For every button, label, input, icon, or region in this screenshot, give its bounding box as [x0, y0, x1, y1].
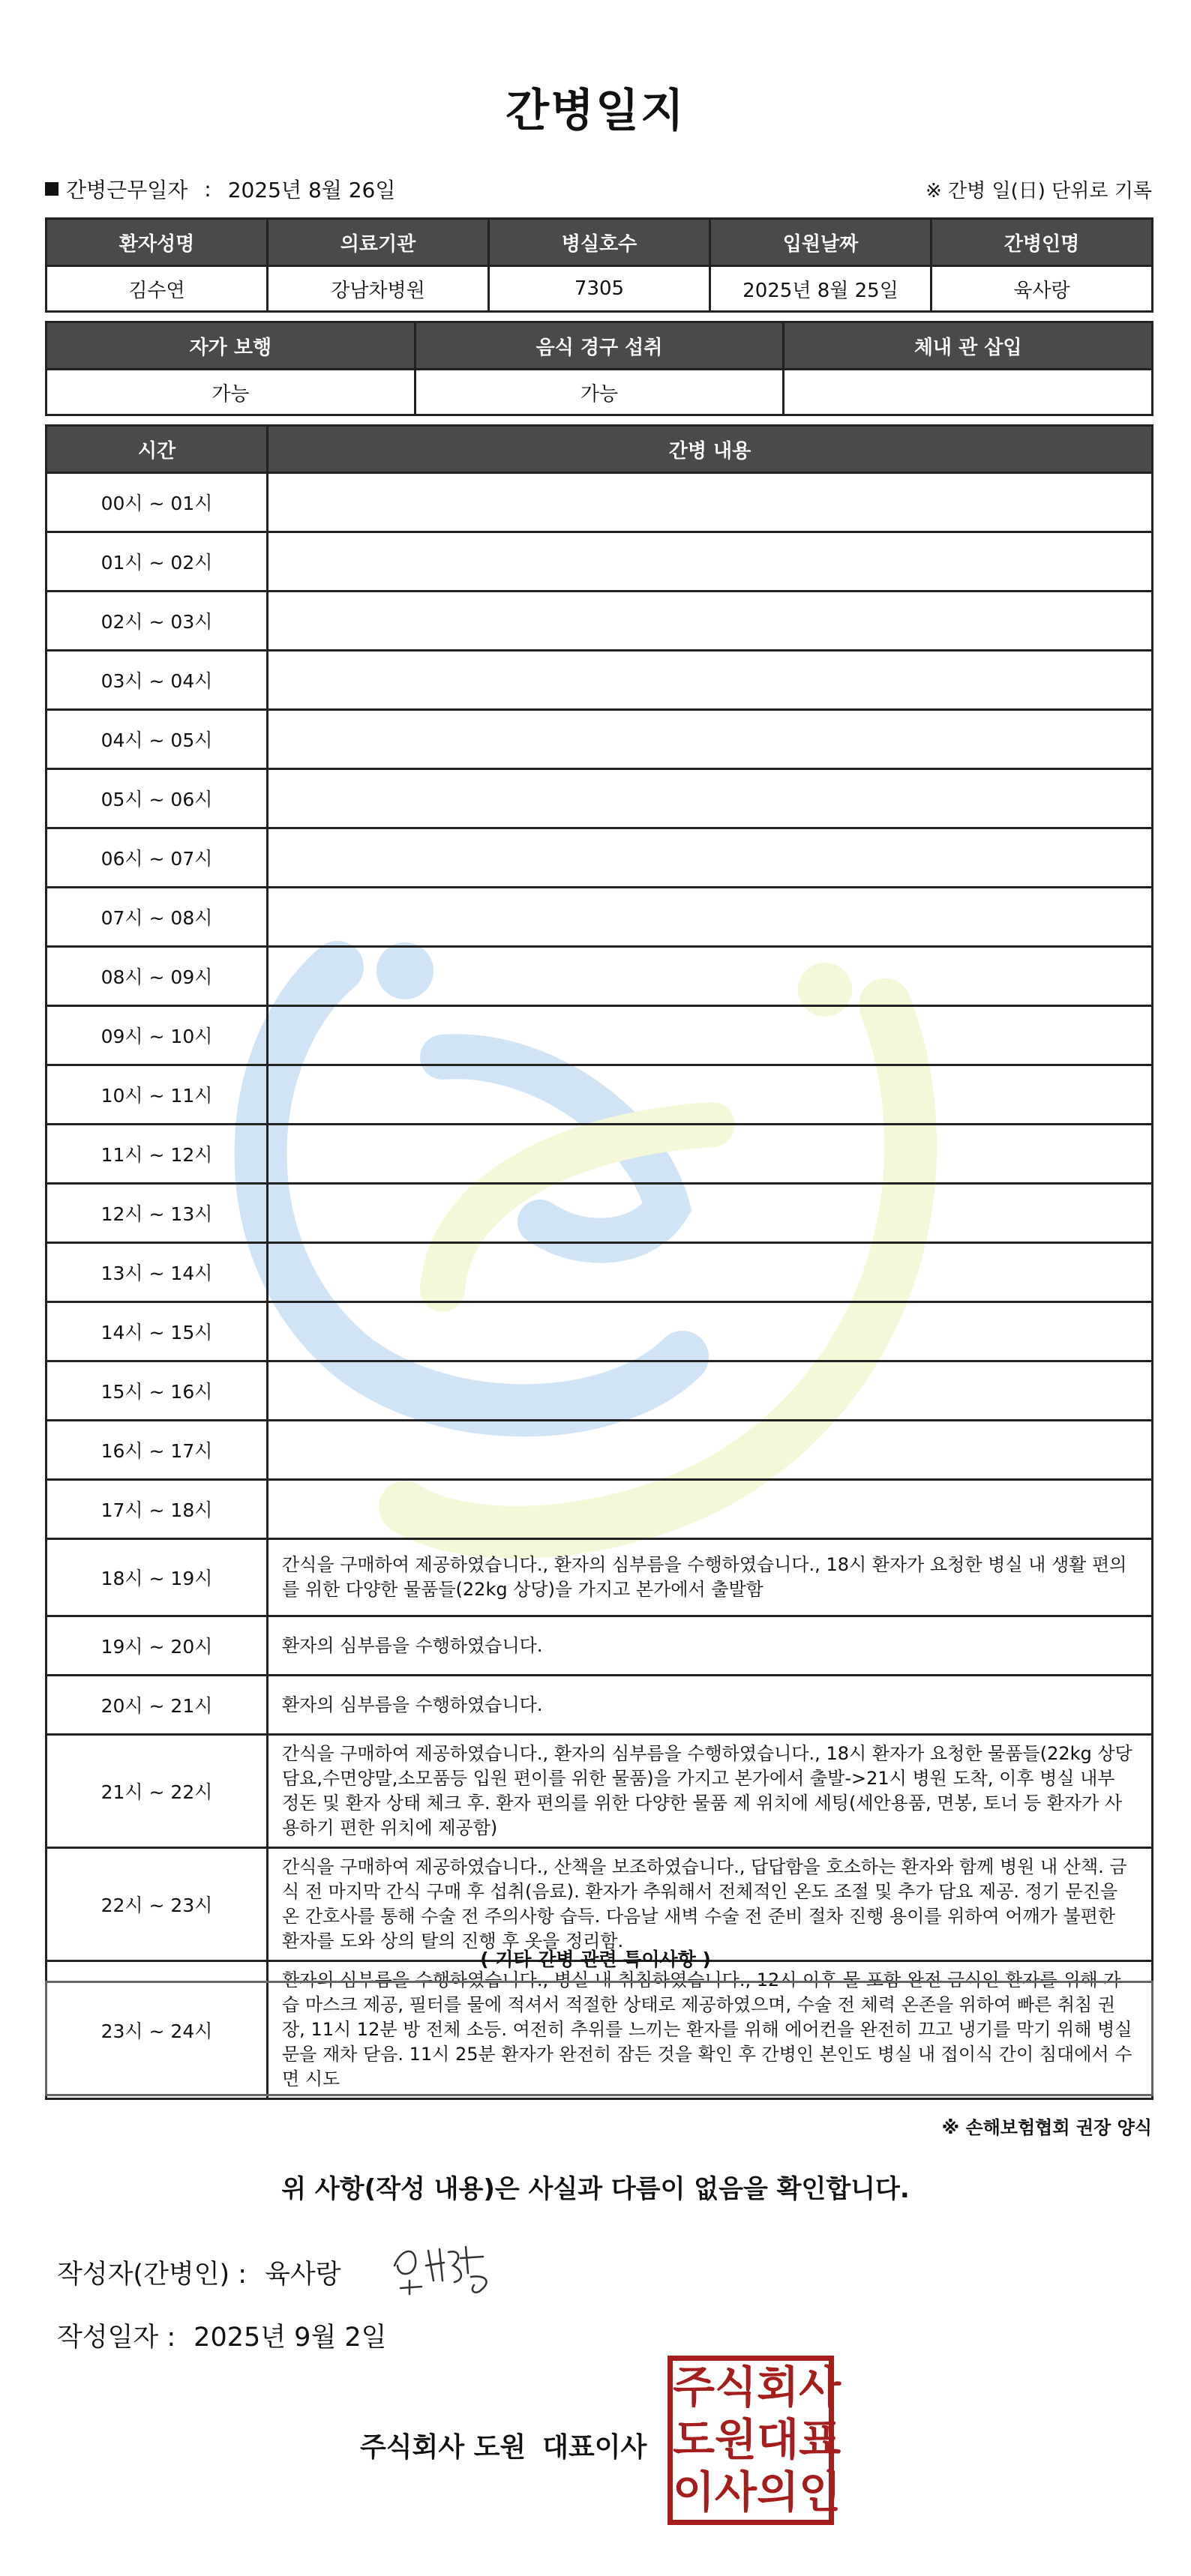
writer-label: 작성자(간병인) :	[57, 2260, 248, 2290]
table-row	[46, 828, 1153, 888]
tube-insertion-value	[784, 370, 1153, 415]
log-content	[268, 769, 1153, 828]
log-time: 03시 ~ 04시	[46, 651, 268, 710]
recommended-form-note: ※ 손해보험협회 권장 양식	[941, 2117, 1152, 2138]
company-seal-stamp	[668, 2356, 842, 2525]
log-time: 20시 ~ 21시	[46, 1676, 268, 1735]
write-date-value: 2025년 9월 2일	[194, 2323, 387, 2353]
log-content	[268, 710, 1153, 769]
table-row	[46, 1480, 1153, 1539]
log-content: 환자의 심부름을 수행하였습니다.	[268, 1676, 1153, 1735]
patient-status-value-row	[46, 370, 1153, 415]
company-name: 주식회사 도원	[360, 2432, 526, 2463]
log-time: 11시 ~ 12시	[46, 1125, 268, 1184]
log-content	[268, 888, 1153, 947]
table-row	[46, 1006, 1153, 1065]
header-caregiver-name: 간병인명	[932, 219, 1153, 266]
log-content	[268, 1006, 1153, 1065]
special-notes-title: ( 기타 간병 관련 특이사항 )	[480, 1948, 711, 1970]
log-time: 05시 ~ 06시	[46, 769, 268, 828]
header-time: 시간	[46, 426, 268, 473]
log-content: 간식을 구매하여 제공하였습니다., 환자의 심부름을 수행하였습니다., 18시 환자가 요청한 병실 내 생활 편의를 위한 다양한 물품들(22kg 상당)을 가지고 본가에서 출발함	[268, 1539, 1153, 1616]
table-row	[46, 1735, 1153, 1848]
log-content	[268, 473, 1153, 532]
work-date-value: 2025년 8월 26일	[227, 178, 396, 202]
table-row	[46, 1848, 1153, 1961]
log-content	[268, 1125, 1153, 1184]
log-time: 06시 ~ 07시	[46, 828, 268, 888]
log-time: 10시 ~ 11시	[46, 1065, 268, 1125]
log-content	[268, 651, 1153, 710]
room-number: 7305	[489, 266, 710, 312]
table-row	[46, 1676, 1153, 1735]
log-content: 간식을 구매하여 제공하였습니다., 환자의 심부름을 수행하였습니다., 18시 환자가 요청한 물품들(22kg 상당 담요,수면양말,소모품등 입원 편이를 위한 물품)을 가지고 본가에서 출발->21시 병원 도착, 이후 병실 내부 정돈 및 환자 상태 체크 후. 환자 편의를 위한 다양한 물품 제 위치에 세팅(세안용품, 면봉, 토너 등 환자가 사용하기 편한 위치에 제공함)	[268, 1735, 1153, 1848]
patient-info-header-row	[46, 219, 1153, 266]
header-tube-insertion: 체내 관 삽입	[784, 322, 1153, 370]
write-date-label: 작성일자 :	[57, 2323, 176, 2353]
log-content	[268, 1243, 1153, 1302]
log-content	[268, 947, 1153, 1006]
company-ceo-title: 대표이사	[542, 2432, 647, 2463]
table-row	[46, 532, 1153, 592]
log-time: 00시 ~ 01시	[46, 473, 268, 532]
table-row	[46, 710, 1153, 769]
table-row	[46, 1302, 1153, 1361]
document-title: 간병일지	[506, 85, 686, 137]
hospital-name: 강남차병원	[268, 266, 489, 312]
log-time: 22시 ~ 23시	[46, 1848, 268, 1961]
record-unit-note: ※ 간병 일(日) 단위로 기록	[925, 180, 1152, 202]
log-time: 19시 ~ 20시	[46, 1616, 268, 1676]
table-row	[46, 651, 1153, 710]
log-time: 15시 ~ 16시	[46, 1361, 268, 1421]
log-time: 18시 ~ 19시	[46, 1539, 268, 1616]
patient-info-value-row	[46, 266, 1153, 312]
work-date-separator: :	[204, 176, 212, 202]
admission-date: 2025년 8월 25일	[710, 266, 932, 312]
log-time: 09시 ~ 10시	[46, 1006, 268, 1065]
seal-line: 주 식 회 사	[673, 2362, 842, 2413]
log-time: 21시 ~ 22시	[46, 1735, 268, 1848]
writer-name: 육사랑	[265, 2260, 341, 2290]
log-content	[268, 1361, 1153, 1421]
company-line	[360, 2426, 646, 2464]
log-time: 04시 ~ 05시	[46, 710, 268, 769]
log-content	[268, 1302, 1153, 1361]
header-admission-date: 입원날짜	[710, 219, 932, 266]
writer-line	[57, 2254, 341, 2291]
hourly-care-log-table	[45, 424, 1154, 2100]
table-row	[46, 1361, 1153, 1421]
patient-status-header-row	[46, 322, 1153, 370]
table-row	[46, 592, 1153, 651]
square-bullet-icon	[45, 182, 58, 196]
log-time: 07시 ~ 08시	[46, 888, 268, 947]
handwritten-signature	[387, 2236, 500, 2303]
log-content	[268, 1184, 1153, 1243]
seal-line: 도 원 대 표	[673, 2414, 842, 2465]
special-notes-box	[45, 1981, 1154, 2096]
table-row	[46, 1421, 1153, 1480]
header-hospital: 의료기관	[268, 219, 489, 266]
header-room-number: 병실호수	[489, 219, 710, 266]
log-content	[268, 592, 1153, 651]
work-date-line	[45, 174, 395, 204]
log-content: 환자의 심부름을 수행하였습니다., 병실 내 취침하였습니다., 12시 이후 물 포함 완전 금식인 환자를 위해 가습 마스크 제공, 필터를 물에 적셔서 적절한 상태로 제공하였으며, 수술 전 체력 온존을 위하여 빠른 취침 권장, 11시 12분 방 전체 소등. 여전히 추위를 느끼는 환자를 위해 에어컨을 완전히 끄고 냉기를 막기 위해 병실 문을 재차 닫음. 11시 25분 환자가 완전히 잠든 것을 확인 후 간병인 본인도 병실 내 접이식 간이 침대에서 수면 시도	[268, 1961, 1153, 2099]
seal-line: 이 사 의 인	[673, 2467, 842, 2518]
table-row	[46, 1065, 1153, 1125]
log-time: 01시 ~ 02시	[46, 532, 268, 592]
log-content	[268, 532, 1153, 592]
write-date-line	[57, 2317, 386, 2354]
log-time: 13시 ~ 14시	[46, 1243, 268, 1302]
oral-intake-value: 가능	[415, 370, 784, 415]
table-row	[46, 1539, 1153, 1616]
table-row	[46, 473, 1153, 532]
table-row	[46, 1125, 1153, 1184]
patient-status-table	[45, 321, 1154, 416]
table-row	[46, 888, 1153, 947]
log-content	[268, 1421, 1153, 1480]
self-walking-value: 가능	[46, 370, 416, 415]
table-row	[46, 1616, 1153, 1676]
table-row	[46, 1243, 1153, 1302]
table-row	[46, 769, 1153, 828]
log-time: 12시 ~ 13시	[46, 1184, 268, 1243]
log-content	[268, 828, 1153, 888]
log-content: 간식을 구매하여 제공하였습니다., 산책을 보조하였습니다., 답답함을 호소하는 환자와 함께 병원 내 산책. 금식 전 마지막 간식 구매 후 섭취(음료). 환자가 추워해서 전체적인 온도 조절 및 추가 담요 제공. 정기 문진을 온 간호사를 통해 수술 전 주의사항 습득. 다음날 새벽 수술 전 준비 절차 진행 용이를 위하여 어깨가 불편한 환자를 도와 상의 탈의 진행 후 옷을 정리함.	[268, 1848, 1153, 1961]
header-self-walking: 자가 보행	[46, 322, 416, 370]
confirmation-statement: 위 사항(작성 내용)은 사실과 다름이 없음을 확인합니다.	[281, 2174, 910, 2204]
log-time: 17시 ~ 18시	[46, 1480, 268, 1539]
patient-info-table	[45, 217, 1154, 313]
work-date-label: 간병근무일자	[66, 178, 188, 202]
log-content	[268, 1480, 1153, 1539]
log-content: 환자의 심부름을 수행하였습니다.	[268, 1616, 1153, 1676]
header-care-content: 간병 내용	[268, 426, 1153, 473]
log-time: 08시 ~ 09시	[46, 947, 268, 1006]
log-header-row	[46, 426, 1153, 473]
patient-name: 김수연	[46, 266, 268, 312]
log-content	[268, 1065, 1153, 1125]
log-time: 23시 ~ 24시	[46, 1961, 268, 2099]
caregiver-name: 육사랑	[932, 266, 1153, 312]
log-time: 02시 ~ 03시	[46, 592, 268, 651]
header-oral-intake: 음식 경구 섭취	[415, 322, 784, 370]
header-patient-name: 환자성명	[46, 219, 268, 266]
table-row	[46, 1184, 1153, 1243]
table-row	[46, 947, 1153, 1006]
log-time: 16시 ~ 17시	[46, 1421, 268, 1480]
log-time: 14시 ~ 15시	[46, 1302, 268, 1361]
